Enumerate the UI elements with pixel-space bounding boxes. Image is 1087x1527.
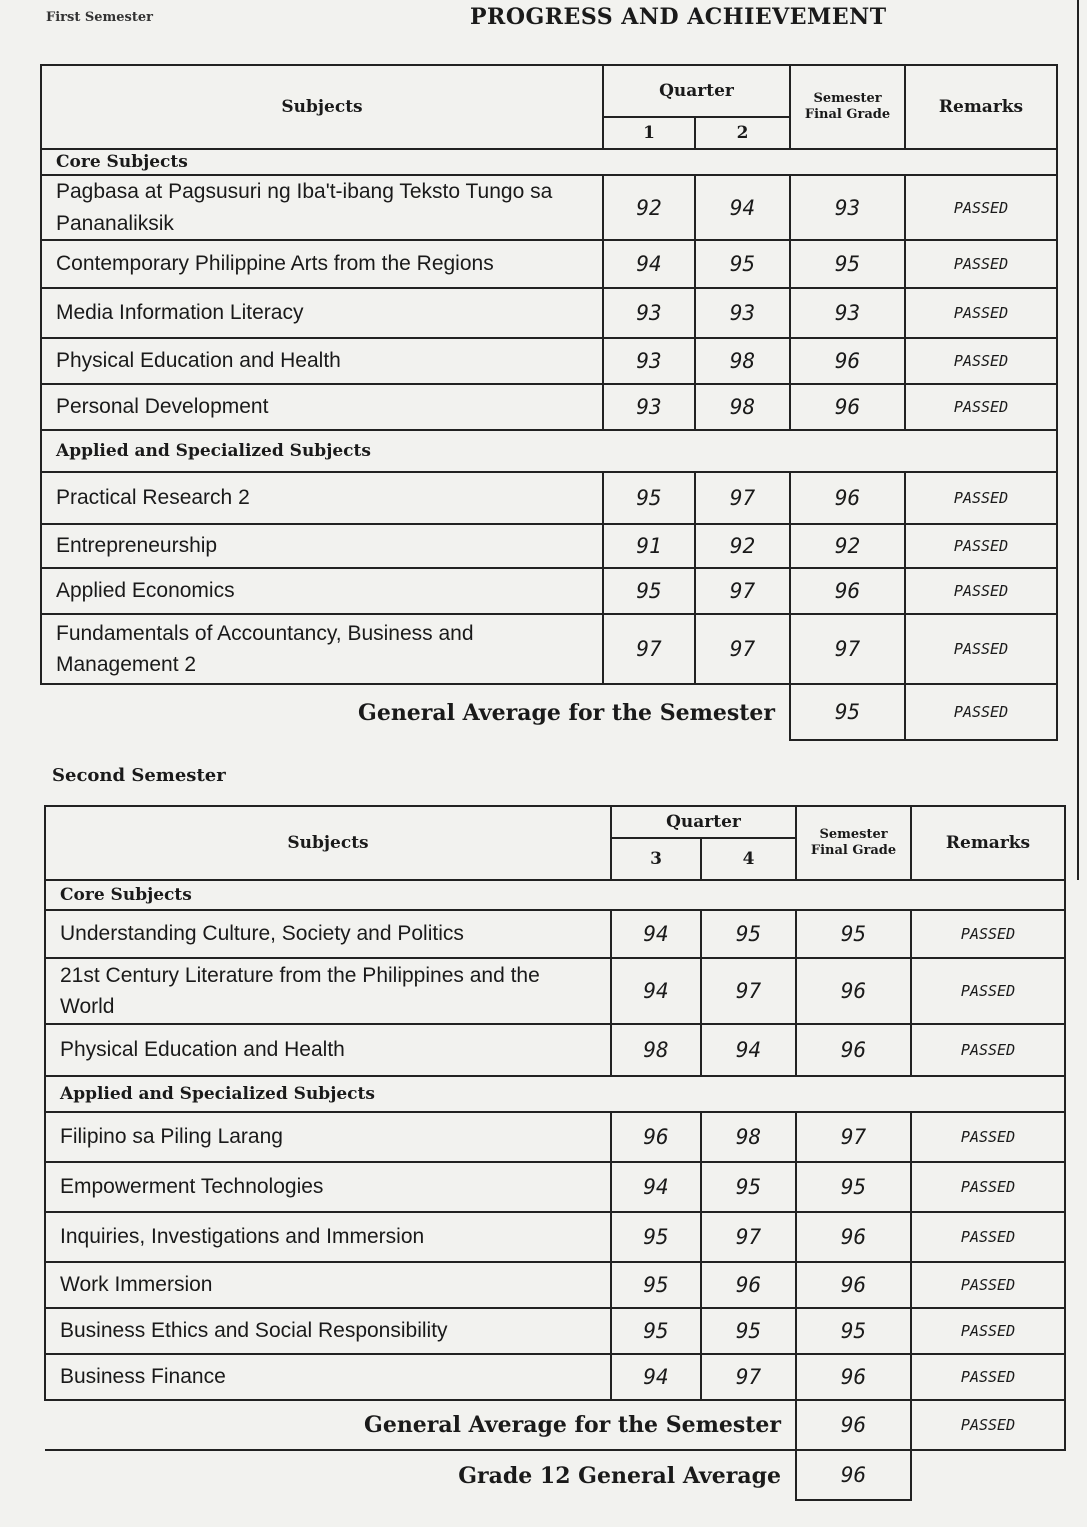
remarks: PASSED [905, 175, 1057, 240]
grade-q3: 95 [611, 1262, 701, 1308]
header-quarter: Quarter [603, 65, 790, 117]
grade12-average-label: Grade 12 General Average [45, 1450, 796, 1500]
group-label: Core Subjects [41, 149, 1057, 175]
final-grade: 96 [790, 568, 905, 614]
grade-q3: 95 [611, 1308, 701, 1354]
header-final-grade: Semester Final Grade [790, 65, 905, 149]
header-remarks: Remarks [905, 65, 1057, 149]
grade12-average: 96 [796, 1450, 911, 1500]
second-semester-label: Second Semester [52, 765, 226, 786]
grade-q2: 92 [695, 524, 790, 568]
grade-q2: 98 [695, 338, 790, 384]
grade-q4: 97 [701, 1354, 796, 1400]
subject-name: Practical Research 2 [41, 472, 603, 524]
subject-name: Work Immersion [45, 1262, 611, 1308]
grade-q3: 95 [611, 1212, 701, 1262]
remarks: PASSED [911, 1162, 1065, 1212]
final-grade: 96 [796, 1354, 911, 1400]
remarks: PASSED [905, 472, 1057, 524]
second-semester-table [44, 805, 1066, 1501]
header-final-grade: Semester Final Grade [796, 806, 911, 880]
header-subjects: Subjects [45, 806, 611, 880]
group-label: Applied and Specialized Subjects [45, 1076, 1065, 1112]
subject-name: Personal Development [41, 384, 603, 430]
grade-q3: 98 [611, 1024, 701, 1076]
final-grade: 96 [790, 384, 905, 430]
subject-name: Media Information Literacy [41, 288, 603, 338]
page-edge [1077, 0, 1087, 880]
first-semester-label: First Semester [46, 10, 153, 25]
general-average-remarks: PASSED [905, 684, 1057, 740]
header-quarter-4: 4 [701, 838, 796, 880]
final-grade: 95 [796, 910, 911, 958]
grade-q4: 95 [701, 1308, 796, 1354]
header-quarter: Quarter [611, 806, 796, 838]
page-title: PROGRESS AND ACHIEVEMENT [470, 4, 887, 30]
subject-name: Business Finance [45, 1354, 611, 1400]
remarks: PASSED [911, 1262, 1065, 1308]
grade-q1: 95 [603, 472, 695, 524]
general-average-remarks: PASSED [911, 1400, 1065, 1450]
grade-q4: 95 [701, 910, 796, 958]
grade-q1: 95 [603, 568, 695, 614]
grade-q2: 98 [695, 384, 790, 430]
grade-q4: 94 [701, 1024, 796, 1076]
remarks: PASSED [905, 240, 1057, 288]
subject-name: Applied Economics [41, 568, 603, 614]
grade-q4: 97 [701, 958, 796, 1024]
grade-q2: 97 [695, 472, 790, 524]
header-quarter-3: 3 [611, 838, 701, 880]
subject-name: Business Ethics and Social Responsibility [45, 1308, 611, 1354]
grade-q4: 97 [701, 1212, 796, 1262]
grade-q1: 92 [603, 175, 695, 240]
subject-name: Understanding Culture, Society and Politics [45, 910, 611, 958]
final-grade: 95 [796, 1308, 911, 1354]
final-grade: 97 [796, 1112, 911, 1162]
grade-q1: 97 [603, 614, 695, 684]
subject-name: Pagbasa at Pagsusuri ng Iba't-ibang Teksto Tungo sa Pananaliksik [41, 175, 603, 240]
final-grade: 95 [796, 1162, 911, 1212]
subject-name: 21st Century Literature from the Philippines and the World [45, 958, 611, 1024]
subject-name: Physical Education and Health [45, 1024, 611, 1076]
grade-q3: 94 [611, 1354, 701, 1400]
header-subjects: Subjects [41, 65, 603, 149]
subject-name: Contemporary Philippine Arts from the Regions [41, 240, 603, 288]
grade-q2: 97 [695, 614, 790, 684]
general-average: 95 [790, 684, 905, 740]
header-quarter-2: 2 [695, 117, 790, 149]
subject-name: Physical Education and Health [41, 338, 603, 384]
subject-name: Filipino sa Piling Larang [45, 1112, 611, 1162]
header-remarks: Remarks [911, 806, 1065, 880]
remarks: PASSED [905, 288, 1057, 338]
grade-q3: 96 [611, 1112, 701, 1162]
grade-q1: 93 [603, 338, 695, 384]
remarks: PASSED [905, 568, 1057, 614]
grade-q3: 94 [611, 1162, 701, 1212]
grade-q3: 94 [611, 910, 701, 958]
final-grade: 96 [790, 338, 905, 384]
remarks: PASSED [905, 614, 1057, 684]
final-grade: 92 [790, 524, 905, 568]
remarks: PASSED [911, 1112, 1065, 1162]
grade-q1: 93 [603, 288, 695, 338]
remarks: PASSED [911, 1354, 1065, 1400]
general-average-label: General Average for the Semester [45, 1400, 796, 1450]
remarks: PASSED [911, 910, 1065, 958]
final-grade: 96 [796, 1262, 911, 1308]
grade-q2: 93 [695, 288, 790, 338]
general-average: 96 [796, 1400, 911, 1450]
header-quarter-1: 1 [603, 117, 695, 149]
grade-q2: 97 [695, 568, 790, 614]
final-grade: 96 [790, 472, 905, 524]
final-grade: 96 [796, 1024, 911, 1076]
grade-q4: 96 [701, 1262, 796, 1308]
remarks: PASSED [911, 1308, 1065, 1354]
grade-q1: 94 [603, 240, 695, 288]
first-semester-table [40, 64, 1058, 741]
grade-q2: 95 [695, 240, 790, 288]
group-label: Applied and Specialized Subjects [41, 430, 1057, 472]
general-average-label: General Average for the Semester [41, 684, 790, 740]
subject-name: Entrepreneurship [41, 524, 603, 568]
final-grade: 95 [790, 240, 905, 288]
grade-q3: 94 [611, 958, 701, 1024]
subject-name: Fundamentals of Accountancy, Business and Management 2 [41, 614, 603, 684]
final-grade: 96 [796, 1212, 911, 1262]
subject-name: Inquiries, Investigations and Immersion [45, 1212, 611, 1262]
final-grade: 93 [790, 288, 905, 338]
remarks: PASSED [905, 338, 1057, 384]
subject-name: Empowerment Technologies [45, 1162, 611, 1212]
grade-q4: 95 [701, 1162, 796, 1212]
remarks: PASSED [905, 384, 1057, 430]
remarks: PASSED [911, 1212, 1065, 1262]
group-label: Core Subjects [45, 880, 1065, 910]
remarks: PASSED [905, 524, 1057, 568]
final-grade: 93 [790, 175, 905, 240]
remarks: PASSED [911, 1024, 1065, 1076]
grade-q2: 94 [695, 175, 790, 240]
final-grade: 97 [790, 614, 905, 684]
grade-q4: 98 [701, 1112, 796, 1162]
grade-q1: 93 [603, 384, 695, 430]
remarks: PASSED [911, 958, 1065, 1024]
grade-q1: 91 [603, 524, 695, 568]
grade12-blank [911, 1450, 1065, 1500]
final-grade: 96 [796, 958, 911, 1024]
